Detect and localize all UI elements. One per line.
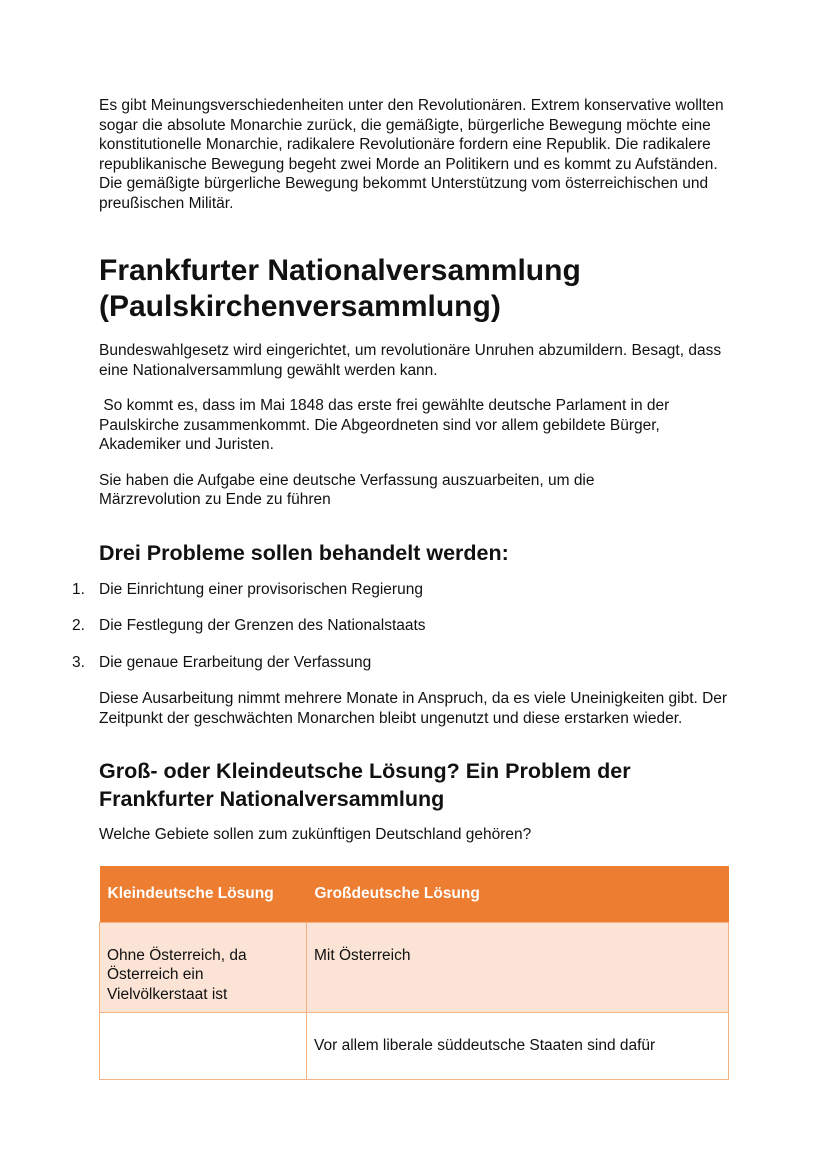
paragraph-bundeswahlgesetz: Bundeswahlgesetz wird eingerichtet, um revolutionäre Unruhen abzumildern. Besagt, dass eine Nationalversammlung gewählt werden kann. [99, 342, 722, 379]
list-item-text: Die genaue Erarbeitung der Verfassung [99, 653, 372, 671]
section-title-line2: Frankfurter Nationalversammlung [99, 787, 445, 811]
table-header-grossdeutsch: Großdeutsche Lösung [307, 866, 729, 923]
table-cell [100, 1013, 307, 1080]
table-row [100, 922, 729, 1013]
table-cell: Vor allem liberale süddeutsche Staaten sind dafür [307, 1013, 729, 1080]
section-title-line2: (Paulskirchenversammlung) [99, 290, 501, 323]
section-title-loesung [99, 757, 731, 813]
section-title-line1: Groß- oder Kleindeutsche Lösung? Ein Problem der [99, 759, 631, 783]
paragraph-paulskirche: So kommt es, dass im Mai 1848 das erste frei gewählte deutsche Parlament in der Paulskirche zusammenkommt. Die Abgeordneten sind vor allem gebildete Bürger, Akademiker und Juristen. [99, 397, 674, 453]
list-item-number: 2. [72, 617, 85, 634]
table-header-kleindeutsch: Kleindeutsche Lösung [100, 866, 307, 923]
section-title-probleme: Drei Probleme sollen behandelt werden: [99, 540, 509, 565]
paragraph-ausarbeitung: Diese Ausarbeitung nimmt mehrere Monate in Anspruch, da es viele Uneinigkeiten gibt. Der Zeitpunkt der geschwächten Monarchen bleibt ungenutzt und diese erstarken wieder. [99, 690, 728, 727]
table-cell: Ohne Österreich, da Österreich ein Vielvölkerstaat ist [100, 922, 307, 1013]
intro-paragraph: Es gibt Meinungsverschiedenheiten unter den Revolutionären. Extrem konservative wollten sogar die absolute Monarchie zurück, die gemäßigte, bürgerliche Bewegung möchte eine konstitutionelle Monarchie, radikalere Revolutionäre fordern eine Republik. Die radikalere republikanische Bewegung begeht zwei Morde an Politikern und es kommt zu Aufständen. Die gemäßigte bürgerliche Bewegung bekommt Unterstützung vom österreichischen und preußischen Militär. [99, 97, 724, 212]
list-item-text: Die Einrichtung einer provisorischen Regierung [99, 580, 423, 598]
section-title-line1: Frankfurter Nationalversammlung [99, 254, 581, 287]
table-header-row [100, 866, 729, 923]
table-cell: Mit Österreich [307, 922, 729, 1013]
list-item-number: 1. [72, 580, 85, 598]
list-item-number: 3. [72, 653, 85, 671]
question-text: Welche Gebiete sollen zum zukünftigen Deutschland gehören? [99, 826, 532, 843]
list-item-text: Die Festlegung der Grenzen des Nationalstaats [99, 617, 426, 634]
solutions-table [99, 866, 729, 1081]
list-item [72, 580, 731, 600]
table-row [100, 1013, 729, 1080]
list-item [72, 653, 731, 673]
paragraph-verfassung: Sie haben die Aufgabe eine deutsche Verfassung auszuarbeiten, um die Märzrevolution zu Ende zu führen [99, 471, 595, 508]
problem-list [72, 580, 731, 673]
document-page [72, 96, 731, 1080]
list-item [72, 616, 731, 636]
section-title-nationalversammlung [99, 253, 731, 325]
